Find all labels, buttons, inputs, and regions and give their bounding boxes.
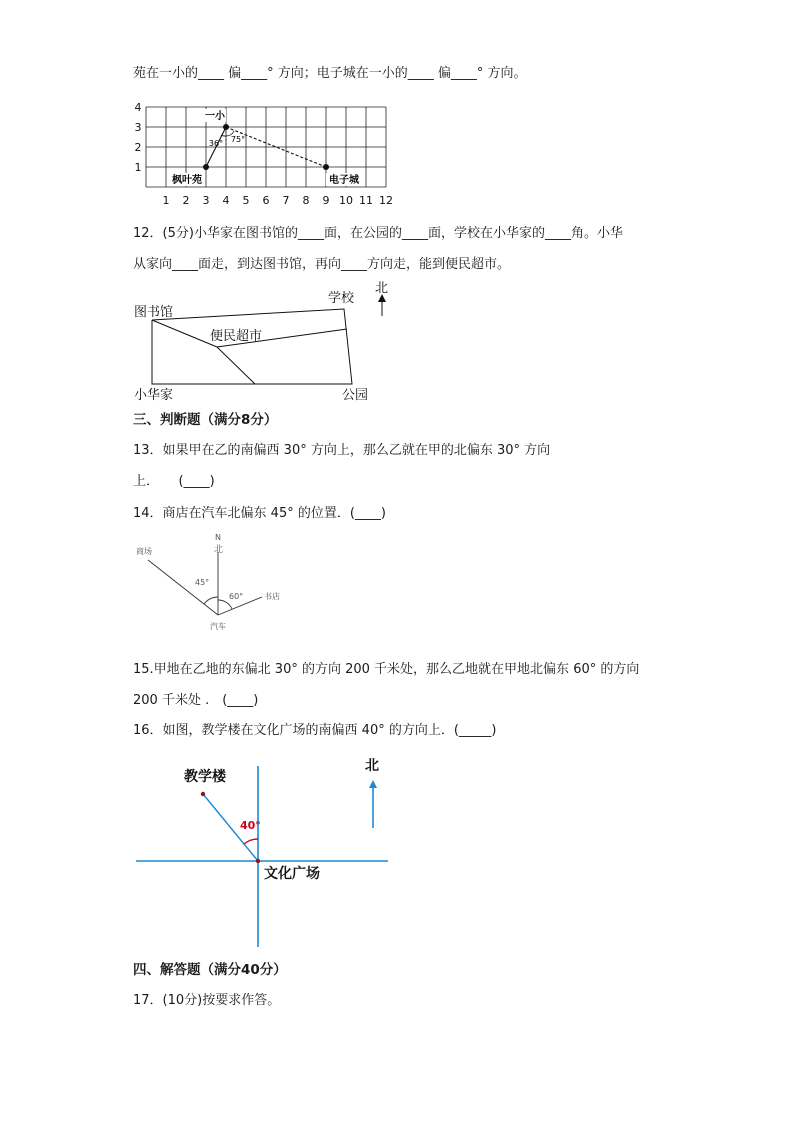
grid-x-label: 10 — [339, 194, 353, 207]
mall-label: 商场 — [136, 547, 152, 556]
grid-x-label: 5 — [242, 194, 250, 207]
q15-line1: 15.甲地在乙地的东偏北 30° 的方向 200 千米处，那么乙地就在甲地北偏东 60° 的方向 — [133, 662, 640, 677]
q14-text: 14．商店在汽车北偏东 45° 的位置．(____) — [133, 506, 386, 521]
q13-line2: 上． (____) — [133, 474, 215, 489]
grid-y-label: 4 — [134, 101, 142, 114]
angle-36-label: 36° — [208, 139, 224, 148]
grid-x-label: 12 — [379, 194, 393, 207]
grid-y-label: 2 — [134, 141, 142, 154]
grid-x-label: 3 — [202, 194, 210, 207]
angle-40-label: 40° — [240, 819, 261, 832]
grid-x-label: 2 — [182, 194, 190, 207]
car-label: 汽车 — [210, 622, 226, 631]
grid-x-label: 9 — [322, 194, 330, 207]
q16-figure — [130, 750, 395, 950]
n-label: N — [215, 533, 221, 542]
school-label: 一小 — [205, 111, 225, 122]
section4-title: 四、解答题（满分40分） — [133, 962, 287, 978]
school-label: 学校 — [328, 291, 355, 306]
bookstore-label: 书店 — [264, 592, 280, 601]
q11-grid-figure — [130, 100, 400, 210]
grid-y-label: 1 — [134, 161, 142, 174]
grid-x-label: 7 — [282, 194, 290, 207]
market-label: 便民超市 — [210, 329, 263, 344]
library-label: 图书馆 — [134, 305, 174, 320]
maple-point — [203, 164, 209, 170]
q14-figure — [130, 530, 300, 635]
grid-x-label: 4 — [222, 194, 230, 207]
grid-x-label: 1 — [162, 194, 170, 207]
building-label: 教学楼 — [184, 769, 226, 785]
electronics-point — [323, 164, 329, 170]
q12-line2: 从家向____面走，到达图书馆，再向____方向走，能到便民超市。 — [133, 257, 511, 272]
q11-question-tail: 苑在一小的____ 偏____° 方向；电子城在一小的____ 偏____° 方向。 — [133, 66, 527, 81]
square-label: 文化广场 — [264, 866, 320, 882]
maple-label: 枫叶苑 — [172, 175, 202, 186]
grid-x-label: 6 — [262, 194, 270, 207]
north-label: 北 — [214, 545, 224, 555]
angle-45-label: 45° — [195, 578, 210, 587]
home-label: 小华家 — [134, 388, 174, 403]
north-label: 北 — [375, 281, 389, 296]
park-label: 公园 — [342, 388, 369, 403]
grid-x-label: 8 — [302, 194, 310, 207]
electronics-label: 电子城 — [329, 175, 359, 186]
section3-title: 三、判断题（满分8分） — [133, 412, 278, 428]
q17-text: 17．(10分)按要求作答。 — [133, 993, 281, 1008]
q12-line1: 12．(5分)小华家在图书馆的____面，在公园的____面，学校在小华家的____角。小华 — [133, 226, 623, 241]
north-label: 北 — [365, 758, 379, 774]
q15-line2: 200 千米处 . (____) — [133, 693, 259, 708]
angle-60-label: 60° — [229, 592, 244, 601]
angle-75-label: 75° — [230, 135, 246, 144]
grid-y-label: 3 — [134, 121, 142, 134]
q13-line1: 13．如果甲在乙的南偏西 30° 方向上，那么乙就在甲的北偏东 30° 方向 — [133, 443, 551, 458]
q16-text: 16．如图，教学楼在文化广场的南偏西 40° 的方向上．(_____) — [133, 723, 497, 738]
school-point — [223, 124, 229, 130]
grid-x-label: 11 — [359, 194, 373, 207]
q12-map-figure — [130, 278, 400, 403]
